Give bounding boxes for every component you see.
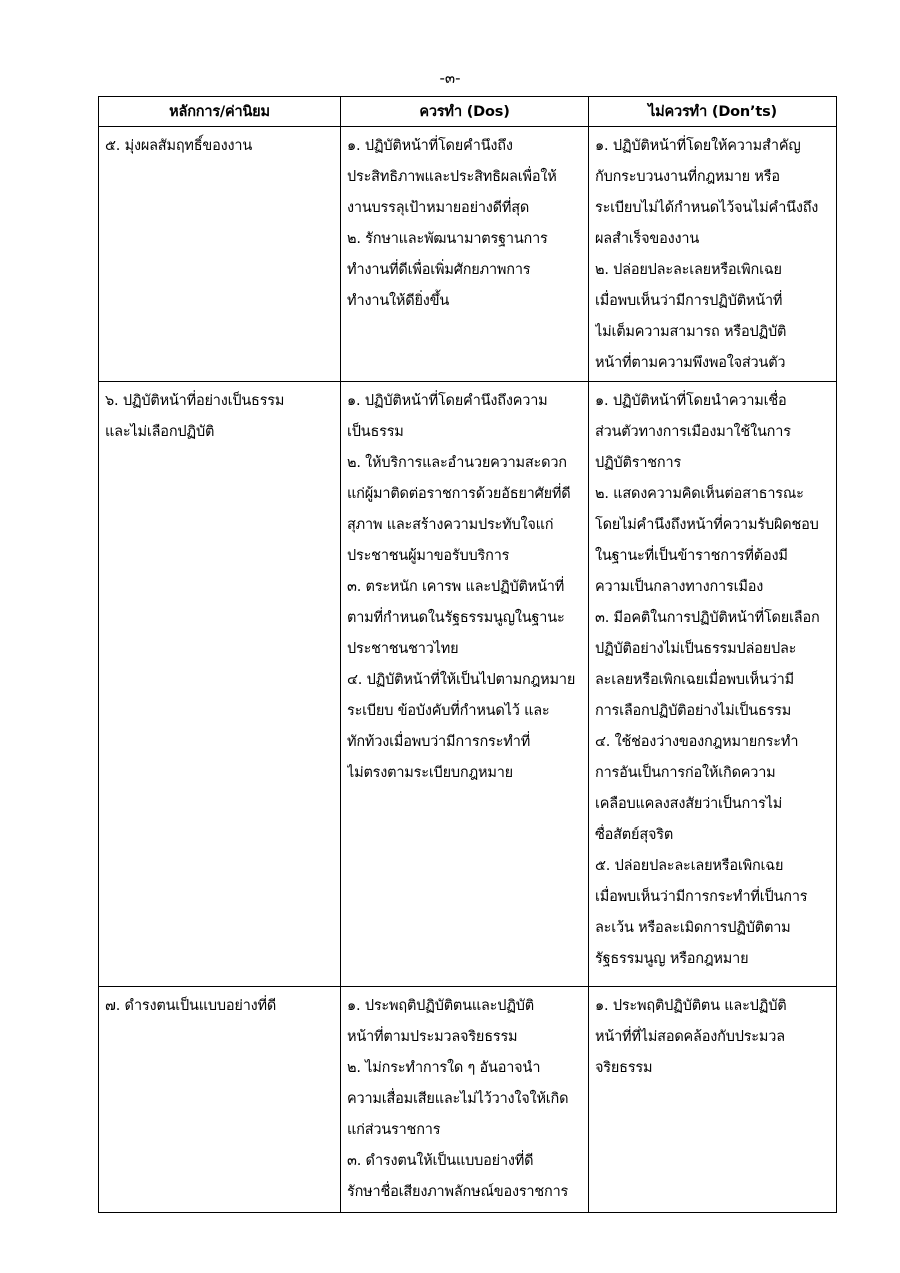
text-line: ความเป็นกลางทางการเมือง: [595, 579, 764, 595]
text-line: ๒. ไม่กระทำการใด ๆ อันอาจนำ: [347, 1060, 541, 1076]
text-line: ๓. ตระหนัก เคารพ และปฏิบัติหน้าที่: [347, 579, 565, 595]
cell-dos: [341, 987, 589, 1213]
text-line: แก่ผู้มาติดต่อราชการด้วยอัธยาศัยที่ดี: [347, 486, 571, 502]
cell-donts: [589, 382, 837, 987]
table-row: [99, 987, 837, 1213]
text-line: ส่วนตัวทางการเมืองมาใช้ในการ: [595, 424, 791, 440]
cell-dos: [341, 382, 589, 987]
text-line: ๒. รักษาและพัฒนามาตรฐานการ: [347, 231, 548, 247]
text-line: หน้าที่ตามประมวลจริยธรรม: [347, 1029, 518, 1045]
text-line: รักษาชื่อเสียงภาพลักษณ์ของราชการ: [347, 1184, 569, 1200]
text-line: ๗. ดำรงตนเป็นแบบอย่างที่ดี: [105, 998, 277, 1014]
text-line: ทำงานที่ดีเพื่อเพิ่มศักยภาพการ: [347, 262, 531, 278]
text-line: การอันเป็นการก่อให้เกิดความ: [595, 765, 776, 781]
text-line: ทักท้วงเมื่อพบว่ามีการกระทำที่: [347, 734, 531, 750]
text-line: ไม่ตรงตามระเบียบกฎหมาย: [347, 765, 513, 781]
text-line: ๔. ใช้ช่องว่างของกฎหมายกระทำ: [595, 734, 799, 750]
text-line: ๑. ปฏิบัติหน้าที่โดยนำความเชื่อ: [595, 393, 787, 409]
table-row: [99, 382, 837, 987]
text-line: ไม่เต็มความสามารถ หรือปฏิบัติ: [595, 324, 787, 340]
header-donts: ไม่ควรทำ (Don’ts): [589, 97, 837, 127]
text-line: กับกระบวนงานที่กฎหมาย หรือ: [595, 169, 780, 185]
text-line: เมื่อพบเห็นว่ามีการกระทำที่เป็นการ: [595, 889, 808, 905]
text-line: งานบรรลุเป้าหมายอย่างดีที่สุด: [347, 200, 530, 216]
text-line: ปฏิบัติราชการ: [595, 455, 682, 471]
cell-principle: [99, 127, 341, 382]
text-line: ๕. มุ่งผลสัมฤทธิ์ของงาน: [105, 138, 253, 154]
text-line: ตามที่กำหนดในรัฐธรรมนูญในฐานะ: [347, 610, 565, 626]
page-number: -๓-: [439, 69, 461, 87]
text-line: สุภาพ และสร้างความประทับใจแก่: [347, 517, 554, 533]
ethics-table: [98, 96, 837, 1213]
text-line: ผลสำเร็จของงาน: [595, 231, 700, 247]
text-line: จริยธรรม: [595, 1060, 653, 1076]
cell-donts: [589, 987, 837, 1213]
text-line: ซื่อสัตย์สุจริต: [595, 827, 674, 843]
text-line: เป็นธรรม: [347, 424, 404, 440]
text-line: ๕. ปล่อยปละละเลยหรือเพิกเฉย: [595, 858, 784, 874]
text-line: ประสิทธิภาพและประสิทธิผลเพื่อให้: [347, 169, 557, 185]
text-line: ในฐานะที่เป็นข้าราชการที่ต้องมี: [595, 548, 788, 564]
table-row: [99, 127, 837, 382]
text-line: ประชาชนผู้มาขอรับบริการ: [347, 548, 510, 564]
text-line: ความเสื่อมเสียและไม่ไว้วางใจให้เกิด: [347, 1091, 569, 1107]
cell-dos: [341, 127, 589, 382]
table-header-row: [99, 97, 837, 127]
text-line: ปฏิบัติอย่างไม่เป็นธรรมปล่อยปละ: [595, 641, 797, 657]
text-line: รัฐธรรมนูญ หรือกฎหมาย: [595, 951, 749, 967]
text-line: ทำงานให้ดียิ่งขึ้น: [347, 293, 450, 309]
text-line: ๑. ปฏิบัติหน้าที่โดยคำนึงถึงความ: [347, 393, 548, 409]
text-line: โดยไม่คำนึงถึงหน้าที่ความรับผิดชอบ: [595, 517, 819, 533]
text-line: ๒. แสดงความคิดเห็นต่อสาธารณะ: [595, 486, 804, 502]
cell-principle: [99, 382, 341, 987]
text-line: ๑. ปฏิบัติหน้าที่โดยคำนึงถึง: [347, 138, 513, 154]
text-line: เคลือบแคลงสงสัยว่าเป็นการไม่: [595, 796, 783, 812]
text-line: ระเบียบ ข้อบังคับที่กำหนดไว้ และ: [347, 703, 550, 719]
text-line: ๔. ปฏิบัติหน้าที่ให้เป็นไปตามกฎหมาย: [347, 672, 576, 688]
cell-principle: [99, 987, 341, 1213]
text-line: แก่ส่วนราชการ: [347, 1122, 441, 1138]
text-line: เมื่อพบเห็นว่ามีการปฏิบัติหน้าที่: [595, 293, 783, 309]
text-line: ๒. ปล่อยปละละเลยหรือเพิกเฉย: [595, 262, 782, 278]
text-line: ละเว้น หรือละเมิดการปฏิบัติตาม: [595, 920, 791, 936]
text-line: ๑. ประพฤติปฏิบัติตนและปฏิบัติ: [347, 998, 535, 1014]
text-line: ๑. ประพฤติปฏิบัติตน และปฏิบัติ: [595, 998, 787, 1014]
text-line: ๓. มีอคติในการปฏิบัติหน้าที่โดยเลือก: [595, 610, 820, 626]
text-line: ๑. ปฏิบัติหน้าที่โดยให้ความสำคัญ: [595, 138, 801, 154]
text-line: ๖. ปฏิบัติหน้าที่อย่างเป็นธรรม: [105, 393, 285, 409]
text-line: ประชาชนชาวไทย: [347, 641, 459, 657]
cell-donts: [589, 127, 837, 382]
header-dos: ควรทำ (Dos): [341, 97, 589, 127]
text-line: หน้าที่ตามความพึงพอใจส่วนตัว: [595, 355, 786, 371]
text-line: และไม่เลือกปฏิบัติ: [105, 424, 215, 440]
text-line: ๒. ให้บริการและอำนวยความสะดวก: [347, 455, 567, 471]
header-principle: หลักการ/ค่านิยม: [99, 97, 341, 127]
text-line: ละเลยหรือเพิกเฉยเมื่อพบเห็นว่ามี: [595, 672, 794, 688]
text-line: ระเบียบไม่ได้กำหนดไว้จนไม่คำนึงถึง: [595, 200, 819, 216]
text-line: การเลือกปฏิบัติอย่างไม่เป็นธรรม: [595, 703, 792, 719]
text-line: ๓. ดำรงตนให้เป็นแบบอย่างที่ดี: [347, 1153, 534, 1169]
text-line: หน้าที่ที่ไม่สอดคล้องกับประมวล: [595, 1029, 785, 1045]
